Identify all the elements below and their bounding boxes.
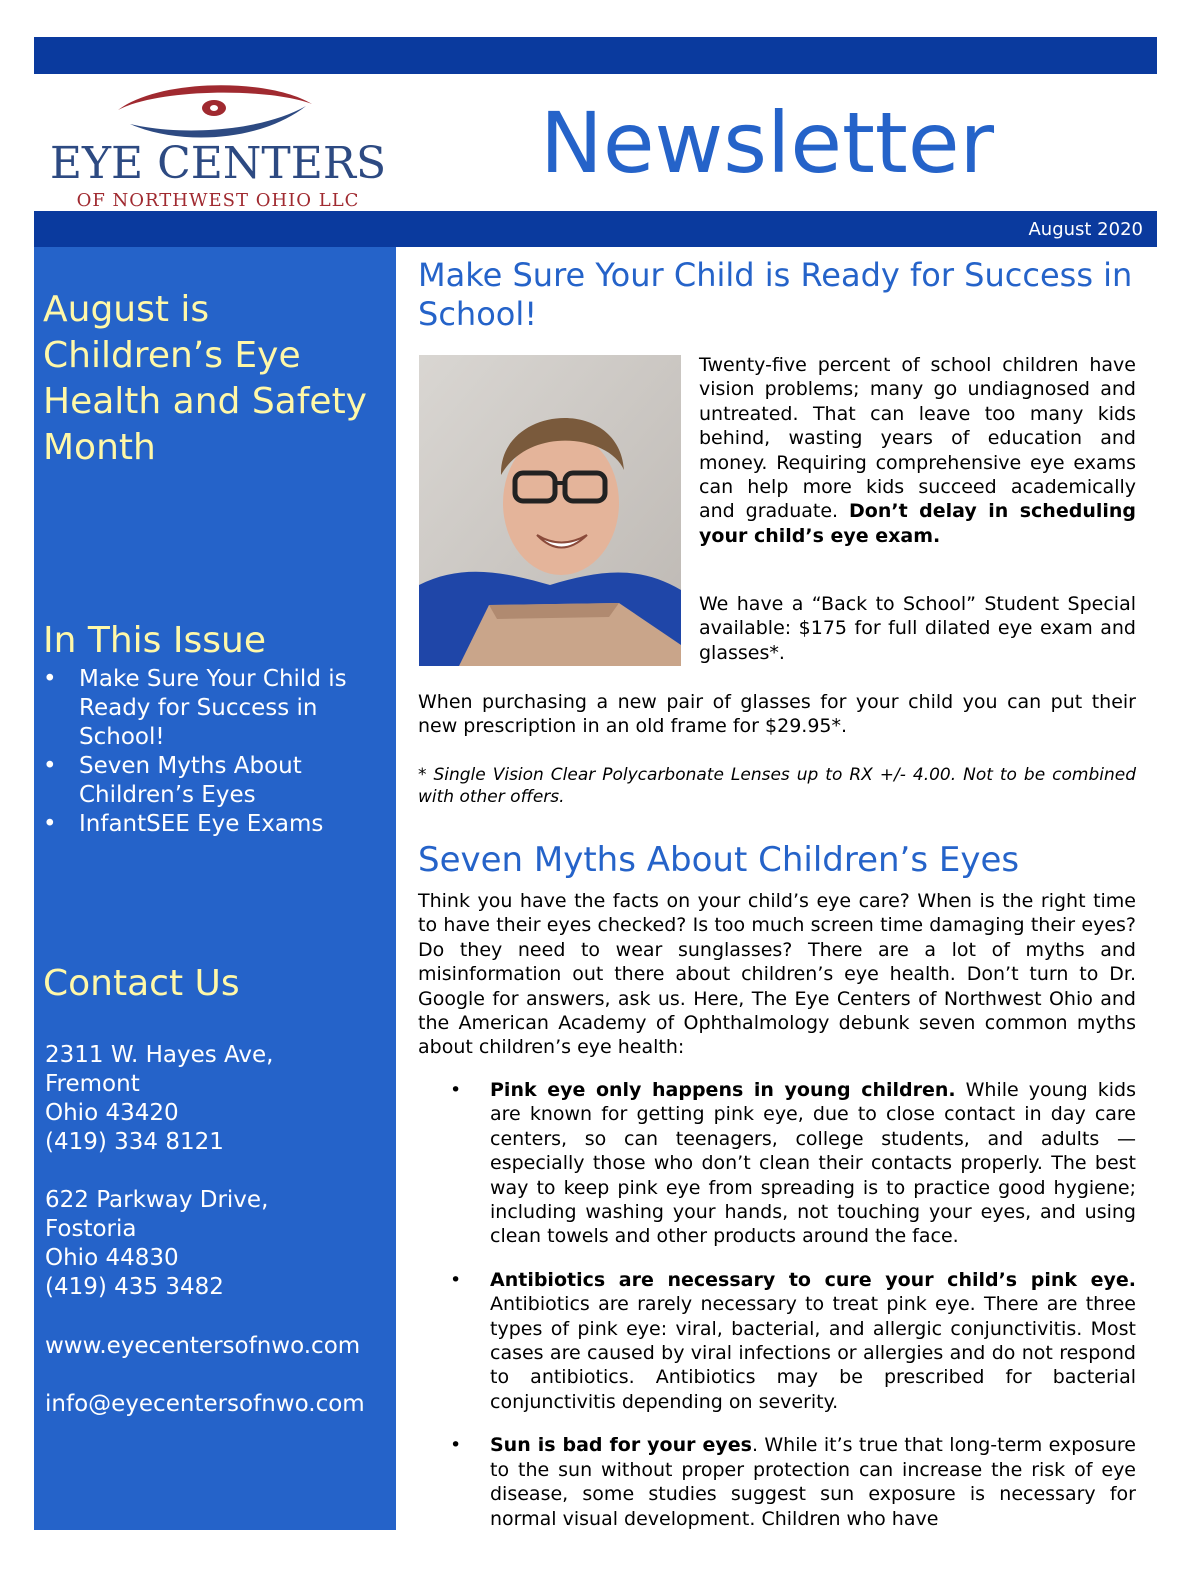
intro-callout: Don’t delay in scheduling your child’s eye exam. <box>699 500 1136 547</box>
address-state-zip: Ohio 44830 <box>45 1245 179 1271</box>
location-fremont <box>45 1041 390 1157</box>
article1-heading-wrap <box>418 256 1136 334</box>
article2-title: Seven Myths About Children’s Eyes <box>418 840 1020 880</box>
address-city: Fremont <box>45 1071 140 1097</box>
issue-date: August 2020 <box>1028 219 1143 240</box>
issue-item[interactable]: • InfantSEE Eye Exams <box>43 810 383 839</box>
frame-offer: When purchasing a new pair of glasses for your child you can put their new prescription in an old frame for $29.95*. <box>418 691 1136 738</box>
contact-heading: Contact Us <box>43 963 240 1004</box>
myth-list <box>418 1078 1136 1550</box>
child-reading-photo <box>419 355 681 666</box>
issue-item[interactable]: • Make Sure Your Child is Ready for Success in School! <box>43 665 383 752</box>
intro-text: Twenty-five percent of school children have vision problems; many go undiagnosed and untreated. That can leave too many kids behind, wasting years of education and money. Requiring comprehensive eye exams can help more kids succeed academically and graduate. <box>699 354 1136 523</box>
myth-text: Antibiotics are rarely necessary to treat pink eye. There are three types of pink eye: viral, bacterial, and allergic conjunctivitis. Most cases are caused by viral infections or allergies and do not respond to antibiotics. Antibiotics may be prescribed for bacterial conjunctivitis depending on severity. <box>490 1293 1136 1413</box>
student-special: We have a “Back to School” Student Special available: $175 for full dilated eye exam and glasses*. <box>699 593 1136 664</box>
logo-name: EYE CENTERS <box>49 138 387 189</box>
myth-text: . While it’s true that long-term exposure to the sun without proper protection can increase the risk of eye disease, some studies suggest sun exposure is necessary for normal visual development. Children who have <box>490 1434 1136 1530</box>
issue-list <box>43 665 383 839</box>
address-street: 622 Parkway Drive, <box>45 1187 269 1213</box>
article1-intro <box>699 353 1136 548</box>
logo-subtitle: OF NORTHWEST OHIO LLC <box>76 190 360 211</box>
fine-print: * Single Vision Clear Polycarbonate Lenses up to RX +/- 4.00. Not to be combined with other offers. <box>418 765 1136 807</box>
myth-lead: Sun is bad for your eyes <box>490 1434 752 1457</box>
article1-title: Make Sure Your Child is Ready for Success in School! <box>418 256 1133 333</box>
myth-lead: Antibiotics are necessary to cure your child’s pink eye. <box>490 1268 1136 1291</box>
myth-text: While young kids are known for getting pink eye, due to close contact in day care centers, so can teenagers, college students, and adults — especially those who don’t clean their contacts properly. The best way to keep pink eye from spreading is to practice good hygiene; including washing your hands, not touching your eyes, and using clean towels and other products around the face. <box>490 1079 1136 1248</box>
issue-item[interactable]: • Seven Myths About Children’s Eyes <box>43 752 383 810</box>
myth-lead: Pink eye only happens in young children. <box>490 1079 956 1101</box>
address-street: 2311 W. Hayes Ave, <box>45 1042 274 1068</box>
myth-item <box>418 1433 1136 1531</box>
page-bottom-margin <box>0 1530 1198 1572</box>
phone-number[interactable]: (419) 334 8121 <box>45 1129 224 1155</box>
date-bar <box>34 211 1157 247</box>
location-fostoria <box>45 1186 390 1302</box>
eye-logo-icon <box>110 80 320 142</box>
feature-heading: August is Children’s Eye Health and Safety Month <box>43 289 367 468</box>
article2-intro: Think you have the facts on your child’s eye care? When is the right time to have their eyes checked? Is too much screen time damaging their eyes? Do they need to wear sunglasses? There are a lot of myths and misinformation out there about children’s eye health. Don’t turn to Dr. Google for answers, ask us. Here, The Eye Centers of Northwest Ohio and the American Academy of Ophthalmology debunk seven common myths about children’s eye health: <box>418 890 1136 1059</box>
myth-item <box>418 1078 1136 1249</box>
address-city: Fostoria <box>45 1216 137 1242</box>
sidebar <box>34 247 396 1530</box>
phone-number[interactable]: (419) 435 3482 <box>45 1274 224 1300</box>
address-state-zip: Ohio 43420 <box>45 1100 179 1126</box>
newsletter-title: Newsletter <box>540 94 995 192</box>
myth-item <box>418 1268 1136 1414</box>
top-banner-bar <box>34 37 1157 74</box>
email-link[interactable]: info@eyecentersofnwo.com <box>45 1391 365 1417</box>
in-this-issue-heading: In This Issue <box>43 620 266 661</box>
logo <box>44 76 390 212</box>
website-link[interactable]: www.eyecentersofnwo.com <box>45 1333 361 1359</box>
